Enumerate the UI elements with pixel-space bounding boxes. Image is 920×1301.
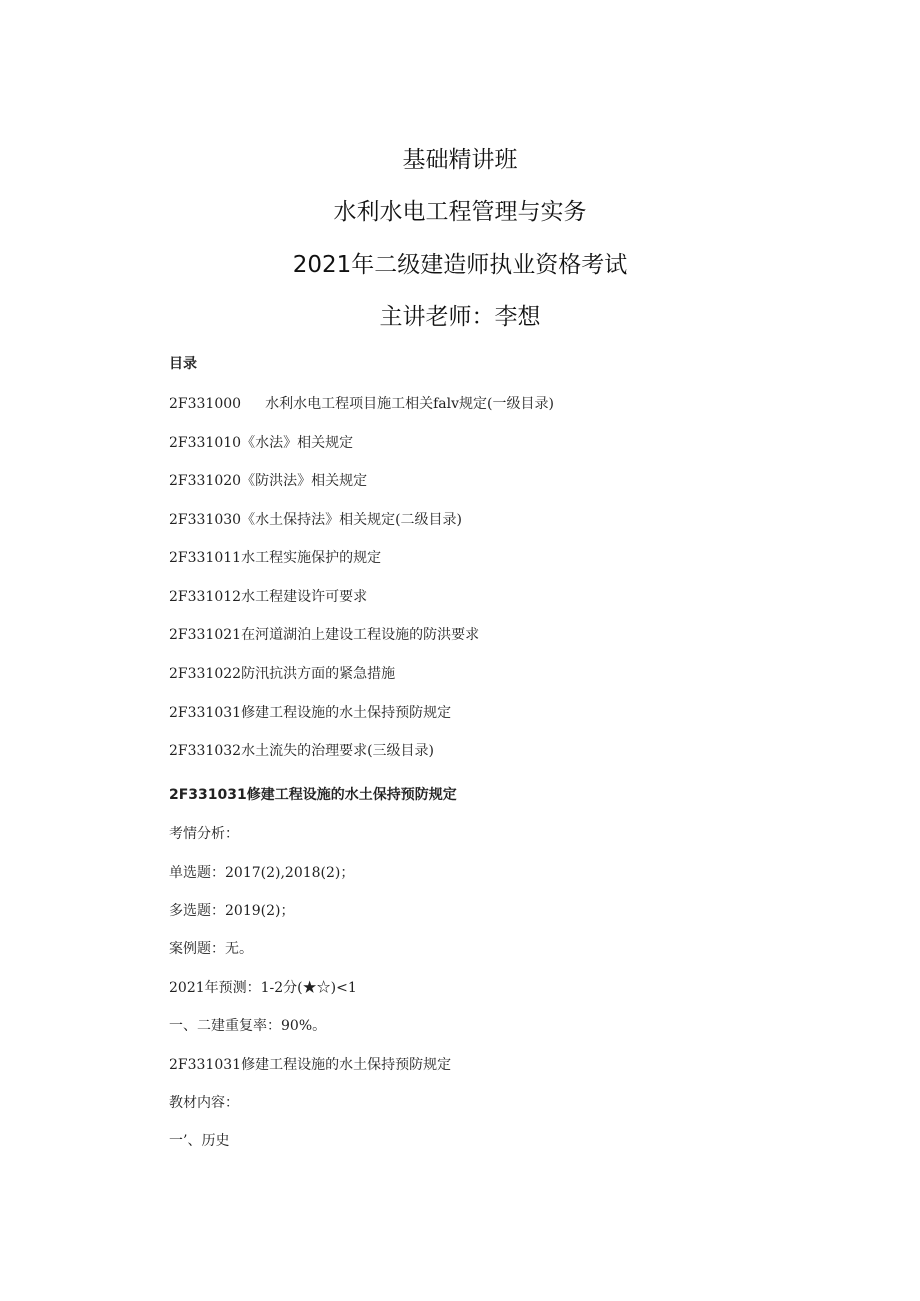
section-line: 2F331031修建工程设施的水土保持预防规定 [169,1057,452,1073]
title-teacher: 主讲老师：李想 [379,304,541,330]
toc-title: 目录 [169,356,197,372]
title-subject: 水利水电工程管理与实务 [333,199,587,225]
toc-item: 2F331010《水法》相关规定 [169,435,354,451]
toc-item: 2F331020《防洪法》相关规定 [169,473,368,489]
toc-item: 2F331030《水土保持法》相关规定(二级目录) [169,512,462,528]
section-line: 一’、历史 [169,1133,230,1149]
section-heading: 2F331031修建工程设施的水土保持预防规定 [169,787,457,803]
section-line: 案例题：无。 [169,941,253,957]
toc-item: 2F331012水工程建设许可要求 [169,589,368,605]
section-line: 一、二建重复率：90%。 [169,1018,327,1034]
toc-item: 2F331032水土流失的治理要求(三级目录) [169,743,434,759]
toc-item: 2F331011水工程实施保护的规定 [169,550,382,566]
toc-item: 2F331021在河道湖泊上建设工程设施的防洪要求 [169,627,480,643]
toc-item: 2F331031修建工程设施的水土保持预防规定 [169,705,452,721]
toc-item: 2F331022防汛抗洪方面的紧急措施 [169,666,396,682]
toc-level1-text: 水利水电工程项目施工相关falv规定(一级目录) [265,396,554,412]
section-line: 单选题：2017(2),2018(2)； [169,865,355,881]
title-exam: 2021年二级建造师执业资格考试 [292,252,628,278]
title-course: 基础精讲班 [402,147,518,173]
section-line: 考情分析： [169,826,239,842]
toc-level1-code: 2F331000 [169,396,242,412]
section-line: 多选题：2019(2)； [169,903,295,919]
section-line: 2021年预测：1-2分(★☆)<1 [169,980,357,996]
toc-level1-item [169,395,554,413]
section-line: 教材内容： [169,1095,239,1111]
